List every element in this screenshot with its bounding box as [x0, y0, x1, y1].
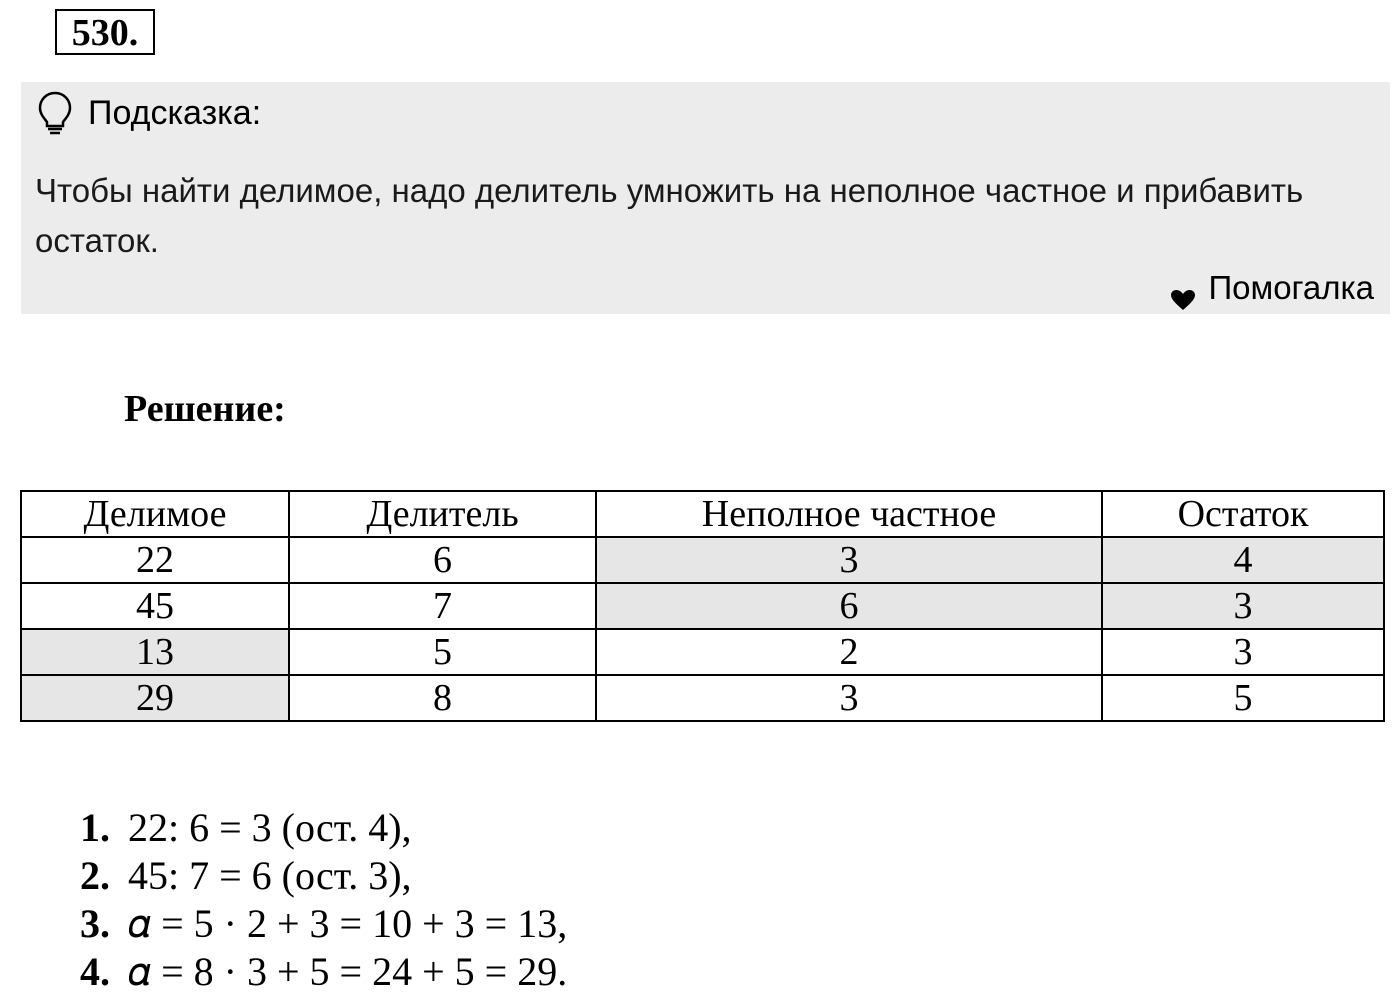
solution-step: [80, 804, 567, 852]
division-table: [20, 490, 1385, 722]
table-header-row: [21, 491, 1384, 537]
table-header: Делитель: [289, 491, 596, 537]
solution-step: [80, 948, 567, 996]
table-row: [21, 583, 1384, 629]
table-cell: 5: [1102, 675, 1384, 721]
solution-step: [80, 900, 567, 948]
step-number: 2.: [80, 853, 110, 898]
lightbulb-icon: [37, 90, 73, 136]
brand-link[interactable]: [1170, 265, 1374, 311]
table-header: Остаток: [1102, 491, 1384, 537]
table-cell: 45: [21, 583, 289, 629]
table-row: [21, 675, 1384, 721]
brand-label: Помогалка: [1208, 269, 1374, 306]
heart-icon: [1170, 277, 1196, 299]
step-number: 4.: [80, 949, 110, 994]
table-cell: 8: [289, 675, 596, 721]
solution-steps: [80, 804, 567, 996]
table-row: [21, 537, 1384, 583]
table-cell: 3: [1102, 629, 1384, 675]
hint-title: Подсказка:: [88, 94, 262, 132]
hint-text: Чтобы найти делимое, надо делитель умножить на неполное частное и прибавить остаток.: [35, 172, 1304, 259]
solution-title: Решение:: [124, 388, 286, 430]
table-cell: 7: [289, 583, 596, 629]
step-number: 1.: [80, 805, 110, 850]
hint-box: [21, 82, 1390, 314]
table-cell: 22: [21, 537, 289, 583]
table-header: Делимое: [21, 491, 289, 537]
table-cell-answer: 3: [1102, 583, 1384, 629]
step-text: 𝛼 = 8 · 3 + 5 = 24 + 5 = 29.: [128, 949, 568, 994]
step-text: 𝛼 = 5 · 2 + 3 = 10 + 3 = 13,: [128, 901, 568, 946]
solution-step: [80, 852, 567, 900]
step-text: 45: 7 = 6 (ост. 3),: [128, 853, 412, 898]
table-cell-answer: 29: [21, 675, 289, 721]
table-cell: 2: [596, 629, 1102, 675]
table-cell: 6: [289, 537, 596, 583]
step-number: 3.: [80, 901, 110, 946]
step-text: 22: 6 = 3 (ост. 4),: [128, 805, 412, 850]
task-number: 530.: [55, 9, 155, 55]
table-cell-answer: 3: [596, 537, 1102, 583]
table-header: Неполное частное: [596, 491, 1102, 537]
table-cell-answer: 4: [1102, 537, 1384, 583]
table-row: [21, 629, 1384, 675]
table-cell-answer: 13: [21, 629, 289, 675]
table-cell: 5: [289, 629, 596, 675]
table-cell: 3: [596, 675, 1102, 721]
table-cell-answer: 6: [596, 583, 1102, 629]
